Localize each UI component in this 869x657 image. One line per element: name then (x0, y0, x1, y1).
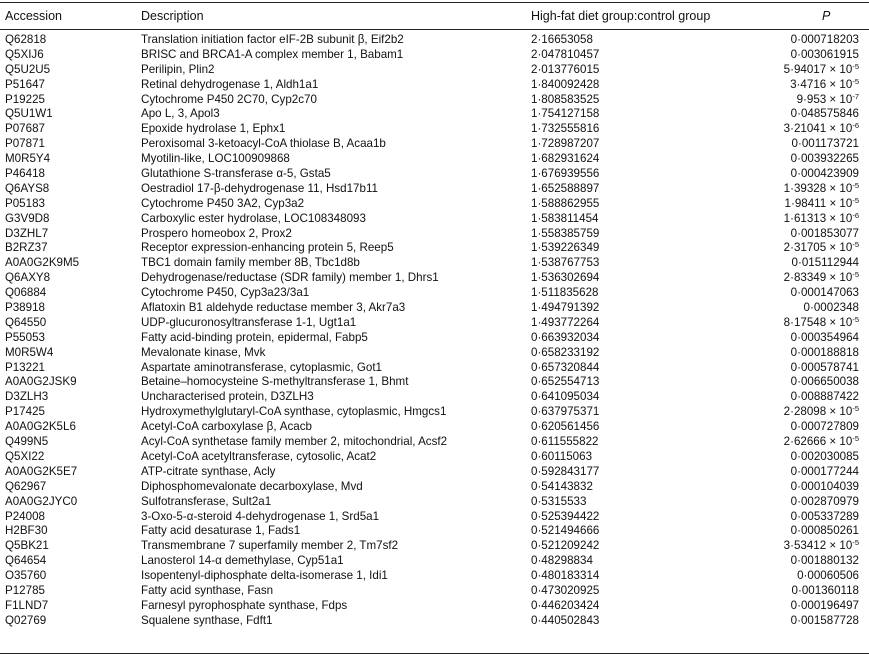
accession-cell: Q62967 (5, 479, 47, 493)
accession-cell: P51647 (5, 77, 45, 91)
description-cell: Aspartate aminotransferase, cytoplasmic, Got1 (141, 360, 383, 374)
p-value-cell (784, 212, 859, 227)
accession-cell: A0A0G2K9M5 (5, 256, 80, 270)
table-row (0, 405, 869, 420)
table-row (0, 301, 869, 316)
accession-cell: Q5U2U5 (5, 62, 51, 76)
description-cell: Acetyl-CoA carboxylase β, Acacb (141, 420, 312, 434)
accession-cell: P12785 (5, 583, 45, 597)
p-value-exponent: -5 (852, 270, 859, 280)
ratio-cell: 2·047810457 (531, 47, 600, 61)
description-cell: Prospero homeobox 2, Prox2 (141, 226, 292, 240)
accession-cell: O35760 (5, 569, 47, 583)
table-row (0, 569, 869, 584)
p-value-mantissa: 1·98411 × 10 (784, 196, 853, 210)
p-value-exponent: -5 (852, 195, 859, 205)
ratio-cell: 0·473020925 (531, 583, 600, 597)
header-ratio: High-fat diet group:control group (531, 9, 711, 23)
p-value-cell (791, 375, 859, 390)
description-cell: Cytochrome P450 2C70, Cyp2c70 (141, 92, 317, 106)
table-row (0, 524, 869, 539)
p-value-mantissa: 0·000423909 (790, 167, 859, 181)
p-value-exponent: -5 (852, 314, 859, 324)
accession-cell: Q62818 (5, 33, 47, 46)
description-cell: Epoxide hydrolase 1, Ephx1 (141, 122, 286, 136)
ratio-cell: 1·676939556 (531, 167, 600, 181)
description-cell: Fatty acid-binding protein, epidermal, Fabp5 (141, 330, 368, 344)
p-value-mantissa: 1·61313 × 10 (783, 211, 853, 225)
table-row (0, 78, 869, 93)
description-cell: Myotilin-like, LOC100909868 (141, 152, 290, 166)
table-row (0, 182, 869, 197)
table-row (0, 122, 869, 137)
description-cell: Peroxisomal 3-ketoacyl-CoA thiolase B, Acaa1b (141, 137, 386, 151)
description-cell: ATP-citrate synthase, Acly (141, 464, 276, 478)
p-value-cell (791, 480, 859, 495)
p-value-mantissa: 0·001360118 (791, 583, 859, 597)
description-cell: Diphosphomevalonate decarboxylase, Mvd (141, 479, 363, 493)
p-value-cell (791, 390, 859, 405)
p-value-mantissa: 2·31705 × 10 (783, 241, 853, 255)
accession-cell: P07871 (5, 137, 45, 151)
table-row (0, 480, 869, 495)
description-cell: Isopentenyl-diphosphate delta-isomerase 1, Idi1 (141, 569, 388, 583)
description-cell: Acetyl-CoA acetyltransferase, cytosolic, Acat2 (141, 449, 377, 463)
description-cell: Acyl-CoA synthetase family member 2, mitochondrial, Acsf2 (141, 435, 448, 449)
accession-cell: P05183 (5, 196, 45, 210)
ratio-cell: 0·521494666 (531, 524, 600, 538)
p-value-cell (791, 450, 859, 465)
accession-cell: P19225 (5, 92, 45, 106)
p-value-mantissa: 0·0002348 (803, 301, 859, 315)
ratio-cell: 0·611555822 (531, 435, 599, 449)
p-value-cell (790, 78, 859, 93)
table-row (0, 137, 869, 152)
p-value-cell (791, 33, 859, 48)
table-row (0, 48, 869, 63)
ratio-cell: 0·657320844 (531, 360, 600, 374)
p-value-cell (791, 554, 859, 569)
table-row (0, 435, 869, 450)
ratio-cell: 0·641095034 (531, 390, 600, 404)
description-cell: Fatty acid desaturase 1, Fads1 (141, 524, 301, 538)
p-value-cell (792, 256, 859, 271)
p-value-exponent: -5 (852, 240, 859, 250)
p-value-mantissa: 0·015112944 (791, 256, 859, 270)
description-cell: TBC1 domain family member 8B, Tbc1d8b (141, 256, 360, 270)
p-value-cell (791, 420, 859, 435)
p-value-mantissa: 3·53412 × 10 (783, 539, 853, 553)
description-cell: Aflatoxin B1 aldehyde reductase member 3, Akr7a3 (141, 301, 406, 315)
table-row (0, 346, 869, 361)
p-value-mantissa: 0·000727809 (790, 420, 859, 434)
table-row (0, 152, 869, 167)
p-value-cell (784, 271, 859, 286)
p-value-cell (791, 286, 859, 301)
table-row (0, 256, 869, 271)
ratio-cell: 1·754127158 (531, 107, 600, 121)
header-description: Description (141, 9, 204, 23)
table-row (0, 93, 869, 108)
p-value-exponent: -6 (852, 121, 859, 131)
ratio-cell: 1·511835628 (531, 286, 599, 300)
p-value-cell (791, 346, 859, 361)
p-value-cell (784, 122, 859, 137)
p-value-mantissa: 3·21041 × 10 (783, 122, 853, 136)
accession-cell: H2BF30 (5, 524, 48, 538)
p-value-mantissa: 0·000177244 (790, 464, 859, 478)
accession-cell: P55053 (5, 330, 45, 344)
table-row (0, 197, 869, 212)
p-value-cell (791, 152, 859, 167)
p-value-mantissa: 0·003932265 (790, 152, 859, 166)
ratio-cell: 0·592843177 (531, 464, 600, 478)
p-value-mantissa: 0·005337289 (790, 509, 859, 523)
description-cell: Squalene synthase, Fdft1 (141, 613, 273, 627)
ratio-cell: 1·558385759 (531, 226, 600, 240)
p-value-exponent: -6 (852, 210, 859, 220)
p-value-cell (791, 361, 859, 376)
ratio-cell: 1·682931624 (531, 152, 600, 166)
p-value-exponent: -5 (852, 404, 859, 414)
p-value-mantissa: 0·002030085 (790, 449, 859, 463)
table-row (0, 539, 869, 554)
description-cell: Retinal dehydrogenase 1, Aldh1a1 (141, 77, 319, 91)
ratio-cell: 0·480183314 (531, 569, 600, 583)
table-row (0, 510, 869, 525)
p-value-cell (791, 614, 859, 629)
p-value-cell (784, 182, 859, 197)
p-value-cell (792, 584, 859, 599)
accession-cell: P38918 (5, 301, 45, 315)
p-value-cell (797, 93, 859, 108)
p-value-mantissa: 0·000188818 (790, 345, 859, 359)
p-value-mantissa: 0·002870979 (790, 494, 859, 508)
accession-cell: Q64654 (5, 554, 47, 568)
description-cell: Perilipin, Plin2 (141, 62, 215, 76)
ratio-cell: 1·652588897 (531, 181, 600, 195)
accession-cell: M0R5Y4 (5, 152, 51, 166)
description-cell: Lanosterol 14-α demethylase, Cyp51a1 (141, 554, 344, 568)
accession-cell: Q5BK21 (5, 539, 49, 553)
p-value-mantissa: 0·008887422 (790, 390, 859, 404)
table-row (0, 390, 869, 405)
ratio-cell: 0·521209242 (531, 539, 600, 553)
table-row (0, 331, 869, 346)
header-rule (0, 29, 869, 30)
description-cell: Carboxylic ester hydrolase, LOC108348093 (141, 211, 366, 225)
ratio-cell: 1·539226349 (531, 241, 600, 255)
table-header (0, 7, 869, 25)
accession-cell: Q5XI22 (5, 449, 45, 463)
accession-cell: Q64550 (5, 315, 47, 329)
bottom-rule (0, 653, 869, 654)
ratio-cell: 0·60115063 (531, 449, 593, 463)
p-value-mantissa: 0·001173721 (791, 137, 859, 151)
p-value-cell (785, 197, 859, 212)
description-cell: Apo L, 3, Apol3 (141, 107, 220, 121)
accession-cell: D3ZHL7 (5, 226, 49, 240)
p-value-cell (791, 227, 859, 242)
ratio-cell: 0·48298834 (531, 554, 593, 568)
ratio-cell: 0·663932034 (531, 330, 600, 344)
description-cell: Oestradiol 17-β-dehydrogenase 11, Hsd17b11 (141, 181, 378, 195)
ratio-cell: 0·5315533 (531, 494, 587, 508)
p-value-mantissa: 0·000850261 (790, 524, 859, 538)
ratio-cell: 1·493772264 (531, 315, 600, 329)
p-value-exponent: -5 (852, 180, 859, 190)
ratio-cell: 1·538767753 (531, 256, 600, 270)
ratio-cell: 0·525394422 (531, 509, 600, 523)
description-cell: Sulfotransferase, Sult2a1 (141, 494, 272, 508)
p-value-mantissa: 0·000354964 (790, 330, 859, 344)
accession-cell: F1LND7 (5, 598, 49, 612)
description-cell: Translation initiation factor eIF-2B subunit β, Eif2b2 (141, 33, 404, 46)
accession-cell: Q499N5 (5, 435, 49, 449)
header-accession: Accession (5, 9, 62, 23)
p-value-mantissa: 0·00060506 (797, 569, 859, 583)
p-value-cell (791, 599, 859, 614)
table-row (0, 286, 869, 301)
p-value-mantissa: 0·001853077 (790, 226, 859, 240)
p-value-mantissa: 3·4716 × 10 (790, 77, 853, 91)
p-value-cell (791, 48, 859, 63)
accession-cell: M0R5W4 (5, 345, 54, 359)
accession-cell: G3V9D8 (5, 211, 50, 225)
ratio-cell: 2·013776015 (531, 62, 600, 76)
p-value-exponent: -5 (852, 434, 859, 444)
table-body (0, 33, 869, 629)
p-value-mantissa: 5·94017 × 10 (783, 62, 853, 76)
p-value-mantissa: 1·39328 × 10 (783, 181, 853, 195)
description-cell: Mevalonate kinase, Mvk (141, 345, 266, 359)
p-value-mantissa: 2·83349 × 10 (783, 271, 853, 285)
table-row (0, 599, 869, 614)
description-cell: Receptor expression-enhancing protein 5, Reep5 (141, 241, 394, 255)
p-value-exponent: -5 (852, 76, 859, 86)
table-row (0, 33, 869, 48)
p-value-mantissa: 0·006650038 (790, 375, 859, 389)
accession-cell: Q02769 (5, 613, 47, 627)
ratio-cell: 1·728987207 (531, 137, 600, 151)
accession-cell: B2RZ37 (5, 241, 48, 255)
ratio-cell: 0·446203424 (531, 598, 600, 612)
table-row (0, 212, 869, 227)
p-value-mantissa: 0·001880132 (790, 554, 859, 568)
description-cell: Uncharacterised protein, D3ZLH3 (141, 390, 314, 404)
description-cell: Cytochrome P450, Cyp3a23/3a1 (141, 286, 310, 300)
table-row (0, 271, 869, 286)
table-row (0, 554, 869, 569)
ratio-cell: 1·840092428 (531, 77, 600, 91)
table-row (0, 227, 869, 242)
p-value-cell (784, 405, 859, 420)
accession-cell: A0A0G2JYC0 (5, 494, 78, 508)
p-value-cell (784, 63, 859, 78)
ratio-cell: 0·440502843 (531, 613, 600, 627)
table-row (0, 375, 869, 390)
p-value-mantissa: 0·003061915 (790, 47, 859, 61)
ratio-cell: 0·620561456 (531, 420, 600, 434)
accession-cell: P46418 (5, 167, 45, 181)
accession-cell: P07687 (5, 122, 45, 136)
accession-cell: Q6AXY8 (5, 271, 51, 285)
description-cell: Fatty acid synthase, Fasn (141, 583, 274, 597)
accession-cell: P24008 (5, 509, 45, 523)
description-cell: Transmembrane 7 superfamily member 2, Tm7sf2 (141, 539, 399, 553)
table-row (0, 584, 869, 599)
ratio-cell: 2·16653058 (531, 33, 593, 46)
table-row (0, 614, 869, 629)
accession-cell: P13221 (5, 360, 45, 374)
table-row (0, 107, 869, 122)
accession-cell: Q6AYS8 (5, 181, 50, 195)
p-value-mantissa: 0·001587728 (790, 613, 859, 627)
description-cell: Farnesyl pyrophosphate synthase, Fdps (141, 598, 348, 612)
description-cell: Glutathione S-transferase α-5, Gsta5 (141, 167, 331, 181)
table-row (0, 63, 869, 78)
description-cell: Dehydrogenase/reductase (SDR family) member 1, Dhrs1 (141, 271, 439, 285)
p-value-mantissa: 0·048575846 (790, 107, 859, 121)
accession-cell: A0A0G2K5L6 (5, 420, 76, 434)
p-value-mantissa: 2·62666 × 10 (783, 435, 853, 449)
p-value-cell (791, 510, 859, 525)
top-rule (0, 2, 869, 3)
ratio-cell: 0·652554713 (531, 375, 600, 389)
description-cell: 3-Oxo-5-α-steroid 4-dehydrogenase 1, Srd5a1 (141, 509, 380, 523)
table-row (0, 167, 869, 182)
table-row (0, 361, 869, 376)
table-row (0, 316, 869, 331)
accession-cell: Q5U1W1 (5, 107, 53, 121)
p-value-cell (791, 495, 859, 510)
accession-cell: A0A0G2K5E7 (5, 464, 78, 478)
p-value-cell (784, 241, 859, 256)
ratio-cell: 1·536302694 (531, 271, 600, 285)
p-value-cell (791, 107, 859, 122)
description-cell: UDP-glucuronosyltransferase 1-1, Ugt1a1 (141, 315, 357, 329)
ratio-cell: 0·54143832 (531, 479, 593, 493)
p-value-cell (784, 539, 859, 554)
table-row (0, 241, 869, 256)
ratio-cell: 1·494791392 (531, 301, 600, 315)
p-value-mantissa: 0·000196497 (790, 598, 859, 612)
ratio-cell: 1·583811454 (531, 211, 599, 225)
p-value-cell (791, 331, 859, 346)
accession-cell: P17425 (5, 405, 45, 419)
p-value-cell (797, 569, 859, 584)
p-value-cell (791, 167, 859, 182)
table-row (0, 495, 869, 510)
p-value-cell (784, 435, 859, 450)
p-value-cell (792, 137, 859, 152)
accession-cell: D3ZLH3 (5, 390, 49, 404)
p-value-exponent: -5 (852, 538, 859, 548)
description-cell: Cytochrome P450 3A2, Cyp3a2 (141, 196, 305, 210)
table-row (0, 420, 869, 435)
description-cell: BRISC and BRCA1-A complex member 1, Babam1 (141, 47, 404, 61)
ratio-cell: 1·588862955 (531, 196, 600, 210)
ratio-cell: 1·808583525 (531, 92, 600, 106)
p-value-exponent: -5 (852, 61, 859, 71)
table-row (0, 465, 869, 480)
header-p-value: P (822, 9, 831, 23)
p-value-mantissa: 0·000147063 (790, 286, 859, 300)
accession-cell: Q5XIJ6 (5, 47, 44, 61)
table-row (0, 450, 869, 465)
p-value-cell (804, 301, 859, 316)
p-value-exponent: -7 (852, 91, 859, 101)
p-value-mantissa: 8·17548 × 10 (783, 315, 853, 329)
ratio-cell: 0·658233192 (531, 345, 600, 359)
p-value-cell (791, 524, 859, 539)
p-value-mantissa: 0·000718203 (790, 33, 859, 46)
p-value-mantissa: 9·953 × 10 (796, 92, 853, 106)
p-value-mantissa: 0·000578741 (790, 360, 859, 374)
p-value-mantissa: 2·28098 × 10 (783, 405, 853, 419)
accession-cell: A0A0G2JSK9 (5, 375, 77, 389)
ratio-cell: 1·732555816 (531, 122, 600, 136)
p-value-mantissa: 0·000104039 (790, 479, 859, 493)
p-value-cell (784, 316, 859, 331)
description-cell: Hydroxymethylglutaryl-CoA synthase, cytoplasmic, Hmgcs1 (141, 405, 447, 419)
ratio-cell: 0·637975371 (531, 405, 600, 419)
p-value-cell (791, 465, 859, 480)
accession-cell: Q06884 (5, 286, 47, 300)
description-cell: Betaine–homocysteine S-methyltransferase 1, Bhmt (141, 375, 409, 389)
